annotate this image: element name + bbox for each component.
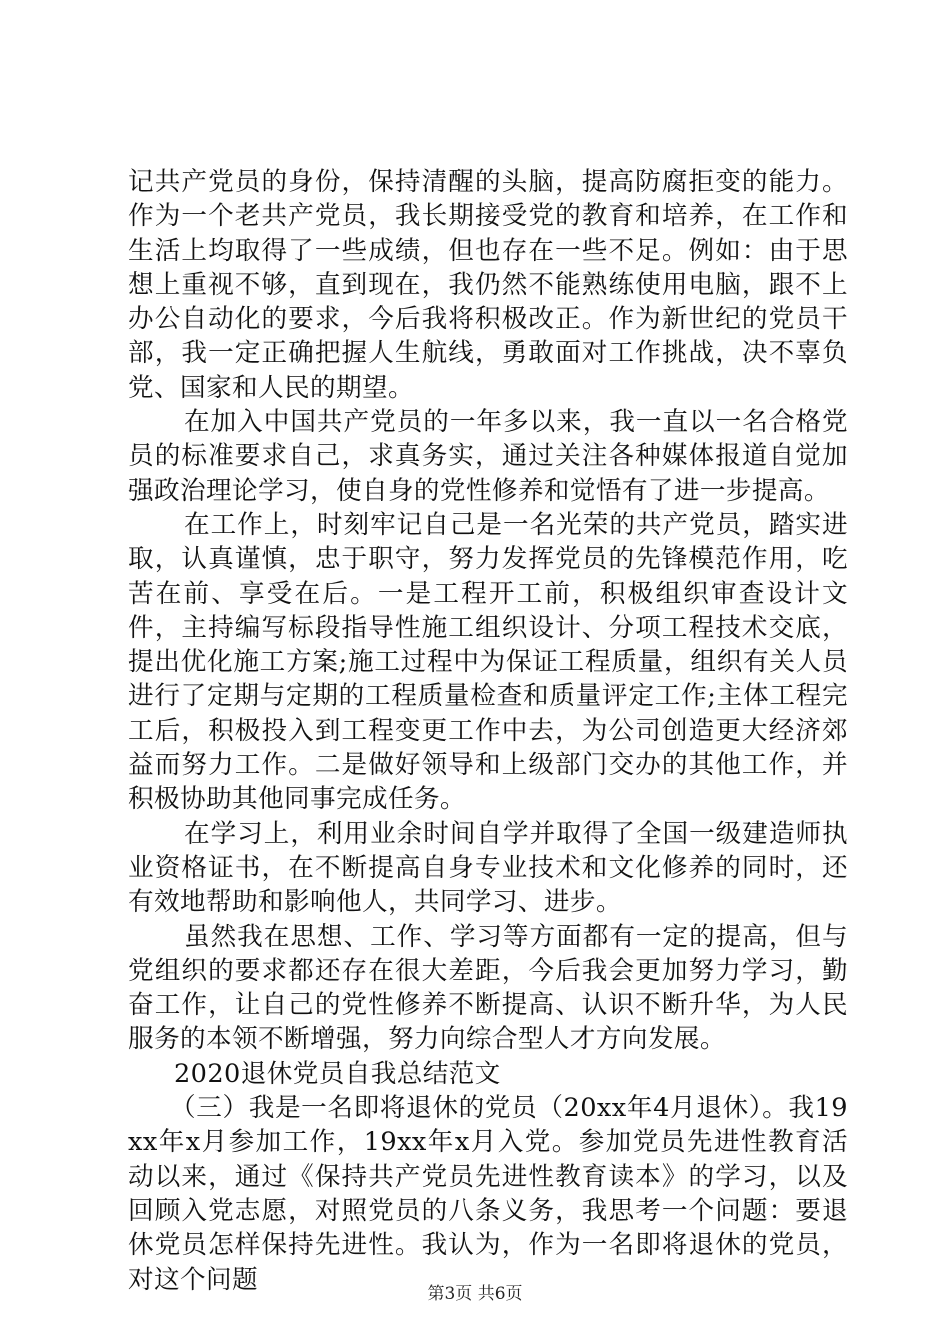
paragraph-2: 在加入中国共产党员的一年多以来，我一直以一名合格党员的标准要求自己，求真务实，通过关注各种媒体报道自觉加强政治理论学习，使自身的党性修养和觉悟有了进一步提高。	[128, 407, 848, 506]
paragraph-4: 在学习上，利用业余时间自学并取得了全国一级建造师执业资格证书，在不断提高自身专业技术和文化修养的同时，还有效地帮助和影响他人，共同学习、进步。	[128, 818, 848, 918]
paragraph-3: 在工作上，时刻牢记自己是一名光荣的共产党员，踏实进取，认真谨慎，忠于职守，努力发挥党员的先锋模范作用，吃苦在前、享受在后。一是工程开工前，积极组织审查设计文件，主持编写标段指导性施工组织设计、分项工程技术交底，提出优化施工方案;施工过程中为保证工程质量，组织有关人员进行了定期与定期的工程质量检查和质量评定工作;主体工程完工后，积极投入到工程变更工作中去，为公司创造更大经济郊益而努力工作。二是做好领导和上级部门交办的其他工作，并积极协助其他同事完成任务。	[128, 509, 848, 815]
document-body	[128, 165, 848, 1297]
section-heading: 2020退休党员自我总结范文	[174, 1058, 501, 1089]
paragraph-1: 记共产党员的身份，保持清醒的头脑，提高防腐拒变的能力。作为一个老共产党员，我长期接受党的教育和培养，在工作和生活上均取得了一些成绩，但也存在一些不足。例如：由于思想上重视不够，直到现在，我仍然不能熟练使用电脑，跟不上办公自动化的要求，今后我将积极改正。作为新世纪的党员干部，我一定正确把握人生航线，勇敢面对工作挑战，决不辜负党、国家和人民的期望。	[128, 167, 848, 403]
page-number-footer: 第3页 共6页	[427, 1284, 523, 1304]
paragraph-5: 虽然我在思想、工作、学习等方面都有一定的提高，但与党组织的要求都还存在很大差距，今后我会更加努力学习，勤奋工作，让自己的党性修养不断提高、认识不断升华，为人民服务的本领不断增强，努力向综合型人才方向发展。	[128, 921, 848, 1055]
paragraph-6: （三）我是一名即将退休的党员（20xx年4月退休）。我19xx年x月参加工作，19xx年x月入党。参加党员先进性教育活动以来，通过《保持共产党员先进性教育读本》的学习，以及回顾入党志愿，对照党员的八条义务，我思考一个问题：要退休党员怎样保持先进性。我认为，作为一名即将退休的党员，对这个问题	[128, 1093, 848, 1295]
